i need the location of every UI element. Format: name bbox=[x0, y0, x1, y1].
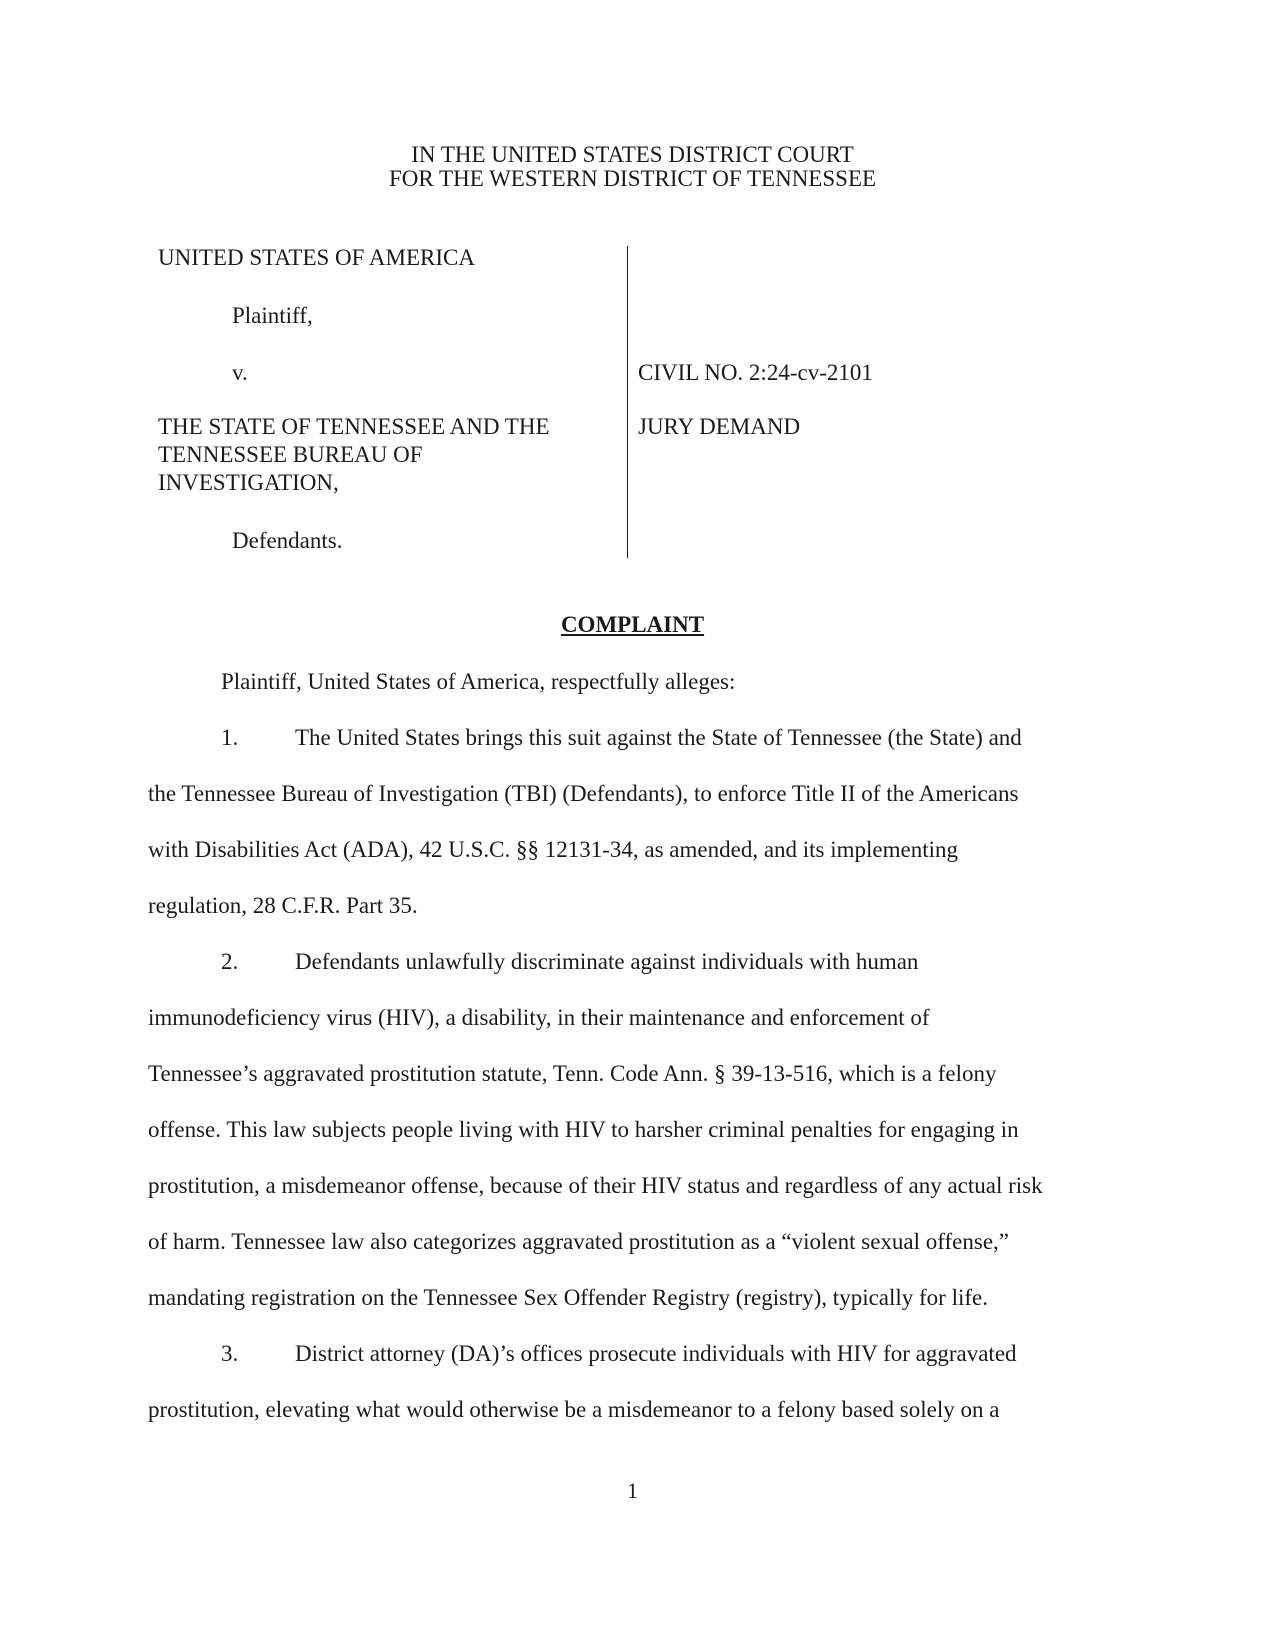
paragraph-2-line-6: of harm. Tennessee law also categorizes aggravated prostitution as a “violent sexual offense,” bbox=[148, 1229, 1010, 1254]
intro-sentence: Plaintiff, United States of America, respectfully alleges: bbox=[221, 669, 736, 694]
caption-divider bbox=[627, 246, 628, 558]
plaintiff-label: Plaintiff, bbox=[232, 303, 313, 328]
defendant-name-line-3: INVESTIGATION, bbox=[158, 470, 339, 495]
civil-case-number: CIVIL NO. 2:24-cv-2101 bbox=[638, 360, 873, 385]
jury-demand: JURY DEMAND bbox=[638, 414, 801, 439]
court-name-line-2: FOR THE WESTERN DISTRICT OF TENNESSEE bbox=[388, 166, 877, 191]
paragraph-1-line-2: the Tennessee Bureau of Investigation (TBI) (Defendants), to enforce Title II of the Americans bbox=[148, 781, 1019, 806]
paragraph-1-line-3: with Disabilities Act (ADA), 42 U.S.C. §§ 12131-34, as amended, and its implementing bbox=[148, 837, 959, 862]
versus: v. bbox=[232, 360, 248, 385]
page-number: 1 bbox=[627, 1478, 638, 1503]
paragraph-1-line-4: regulation, 28 C.F.R. Part 35. bbox=[148, 893, 418, 918]
defendant-label: Defendants. bbox=[232, 528, 343, 553]
paragraph-3-line-1: District attorney (DA)’s offices prosecute individuals with HIV for aggravated bbox=[295, 1341, 1017, 1366]
paragraph-number-3: 3. bbox=[221, 1341, 239, 1366]
court-name-line-1: IN THE UNITED STATES DISTRICT COURT bbox=[411, 142, 854, 167]
paragraph-2-line-7: mandating registration on the Tennessee Sex Offender Registry (registry), typically for life. bbox=[148, 1285, 988, 1310]
paragraph-1-line-1: The United States brings this suit against the State of Tennessee (the State) and bbox=[295, 725, 1022, 750]
paragraph-number-2: 2. bbox=[221, 949, 239, 974]
paragraph-3-line-2: prostitution, elevating what would otherwise be a misdemeanor to a felony based solely on a bbox=[148, 1397, 1000, 1422]
plaintiff-name: UNITED STATES OF AMERICA bbox=[158, 245, 475, 270]
paragraph-2-line-2: immunodeficiency virus (HIV), a disability, in their maintenance and enforcement of bbox=[148, 1005, 930, 1030]
paragraph-2-line-5: prostitution, a misdemeanor offense, because of their HIV status and regardless of any actual risk bbox=[148, 1173, 1043, 1198]
paragraph-2-line-3: Tennessee’s aggravated prostitution statute, Tenn. Code Ann. § 39-13-516, which is a felony bbox=[148, 1061, 997, 1086]
defendant-name-line-2: TENNESSEE BUREAU OF bbox=[158, 442, 423, 467]
paragraph-2-line-4: offense. This law subjects people living with HIV to harsher criminal penalties for engaging in bbox=[148, 1117, 1019, 1142]
paragraph-number-1: 1. bbox=[221, 725, 239, 750]
document-title: COMPLAINT bbox=[560, 612, 705, 637]
paragraph-2-line-1: Defendants unlawfully discriminate against individuals with human bbox=[295, 949, 919, 974]
defendant-name-line-1: THE STATE OF TENNESSEE AND THE bbox=[158, 414, 550, 439]
